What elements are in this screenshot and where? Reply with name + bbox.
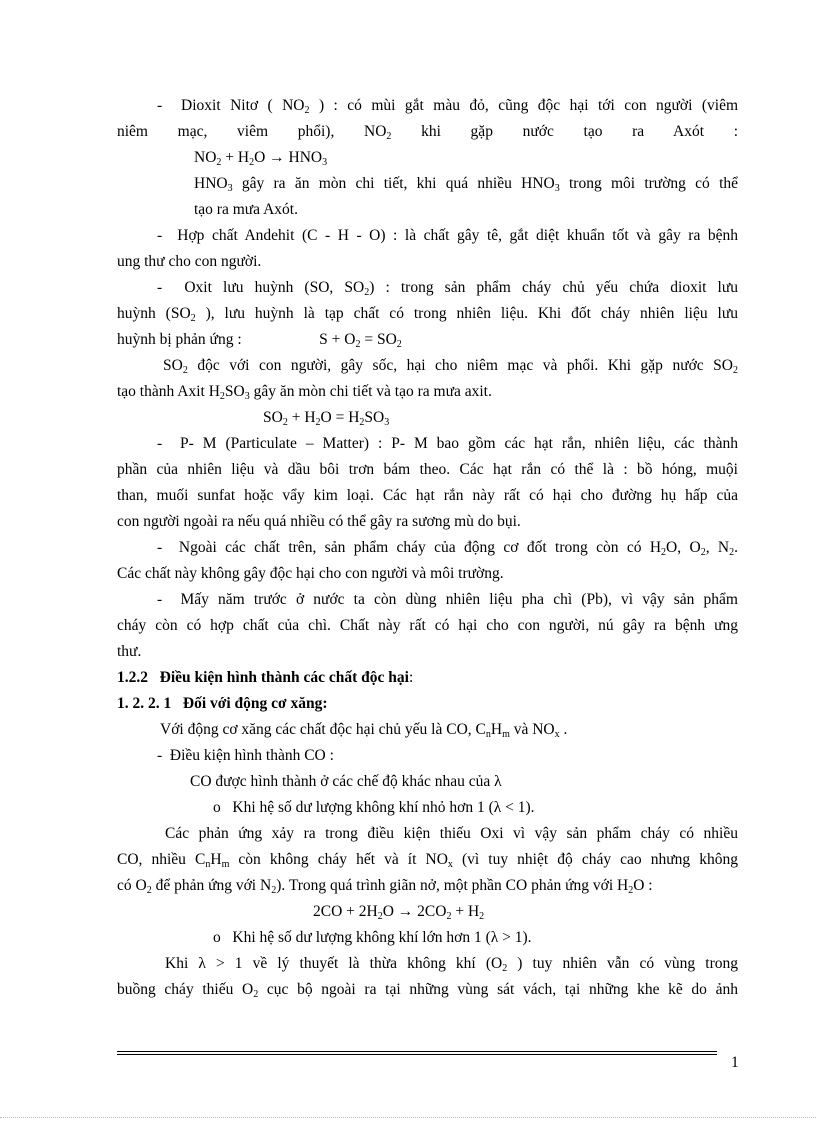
bullet-line: o Khi hệ số dư lượng không khí nhỏ hơn 1 (λ < 1).	[213, 799, 535, 816]
text-line: CO được hình thành ở các chế độ khác nhau của λ	[190, 773, 502, 790]
text-line: CO, nhiều $C_nH_m$ còn không cháy hết và ít $NO_x$ (vì tuy nhiệt độ cháy cao nhưng không	[117, 851, 738, 870]
text-line: có $O_2$ để phản ứng với $N_2$). Trong quá trình giãn nở, một phần CO phản ứng với $H_2O$ :	[117, 877, 653, 896]
footer-rule	[117, 1051, 717, 1052]
formula-line: $2CO + 2H_2O \to 2CO_2 + H_2$	[313, 903, 485, 922]
text-line: tạo thành Axit $H_2SO_3$ gây ăn mòn chi tiết và tạo ra mưa axit.	[117, 383, 492, 402]
formula-line: $SO_2 + H_2O = H_2SO_3$	[263, 409, 390, 428]
text-line: - Ngoài các chất trên, sản phẩm cháy của động cơ đốt trong còn có $H_2O$, $O_2$, $N_2$.	[157, 539, 739, 558]
text-line: tạo ra mưa Axót.	[194, 201, 298, 218]
text-line: Khi λ > 1 về lý thuyết là thừa không khí ($O_2$ ) tuy nhiên vẫn có vùng trong	[165, 955, 738, 974]
text-line: - Mấy năm trước ở nước ta còn dùng nhiên liệu pha chì (Pb), vì vậy sản phẩm	[157, 591, 738, 608]
text-line: $SO_2$ độc với con người, gây sốc, hại cho niêm mạc và phổi. Khi gặp nước $SO_2$	[163, 357, 738, 376]
text-line: phần của nhiên liệu và dầu bôi trơn bám theo. Các hạt rắn có thể là : bồ hóng, muội	[117, 461, 738, 478]
page-edge	[0, 1117, 816, 1118]
text-line: - Dioxit Nitơ ( $NO_2$ ) : có mùi gắt màu đỏ, cũng độc hại tới con người (viêm	[157, 97, 739, 116]
text-line: - Oxit lưu huỳnh (SO, $SO_2$) : trong sản phẩm cháy chủ yếu chứa dioxit lưu	[157, 279, 739, 298]
text-line: buồng cháy thiếu $O_2$ cục bộ ngoài ra tại những vùng sát vách, tại những khe kẽ do ảnh	[117, 981, 738, 1000]
text-line: thư.	[117, 643, 142, 660]
bullet-line: o Khi hệ số dư lượng không khí lớn hơn 1 (λ > 1).	[213, 929, 532, 946]
text-line: cháy còn có hợp chất của chì. Chất này rất có hại cho con người, nú gây ra bệnh ưng	[117, 617, 738, 634]
formula-line: $NO_2 + H_2O \to HNO_3$	[194, 149, 328, 168]
text-line: con người ngoài ra nếu quá nhiều có thể gây ra sương mù do bụi.	[117, 513, 521, 530]
text-line: niêm mạc, viêm phổi), $NO_2$ khi gặp nước tạo ra Axót :	[117, 123, 739, 142]
text-line: ung thư cho con người.	[117, 253, 262, 270]
section-heading: 1.2.2 Điều kiện hình thành các chất độc hại:	[117, 669, 414, 686]
text-line: Các chất này không gây độc hại cho con người và môi trường.	[117, 565, 504, 582]
text-line: - P- M (Particulate – Matter) : P- M bao gồm các hạt rắn, nhiên liệu, các thành	[157, 435, 738, 452]
subsection-heading: 1. 2. 2. 1 Đối với động cơ xăng:	[117, 695, 328, 712]
footer-rule	[117, 1054, 717, 1055]
page-number: 1	[731, 1054, 739, 1071]
text-line: - Hợp chất Andehit (C - H - O) : là chất gây tê, gắt diệt khuẩn tốt và gây ra bệnh	[157, 227, 738, 244]
text-line: $HNO_3$ gây ra ăn mòn chi tiết, khi quá nhiều $HNO_3$ trong môi trường có thể	[194, 175, 739, 194]
text-line: - Điều kiện hình thành CO :	[157, 747, 334, 764]
text-line: huỳnh ($SO_2$ ), lưu huỳnh là tạp chất có trong nhiên liệu. Khi đốt cháy nhiên liệu lưu	[117, 305, 738, 324]
text-line: huỳnh bị phản ứng : $S + O_2 = SO_2$	[117, 331, 402, 350]
text-line: than, muối sunfat hoặc vẩy kim loại. Các hạt rắn này rất có hại cho đường hụ hấp của	[117, 487, 738, 504]
text-line: Các phản ứng xảy ra trong điều kiện thiếu Oxi vì vậy sản phẩm cháy có nhiều	[165, 825, 738, 842]
text-line: Với động cơ xăng các chất độc hại chủ yếu là CO, $C_nH_m$ và $NO_x$ .	[160, 721, 568, 740]
